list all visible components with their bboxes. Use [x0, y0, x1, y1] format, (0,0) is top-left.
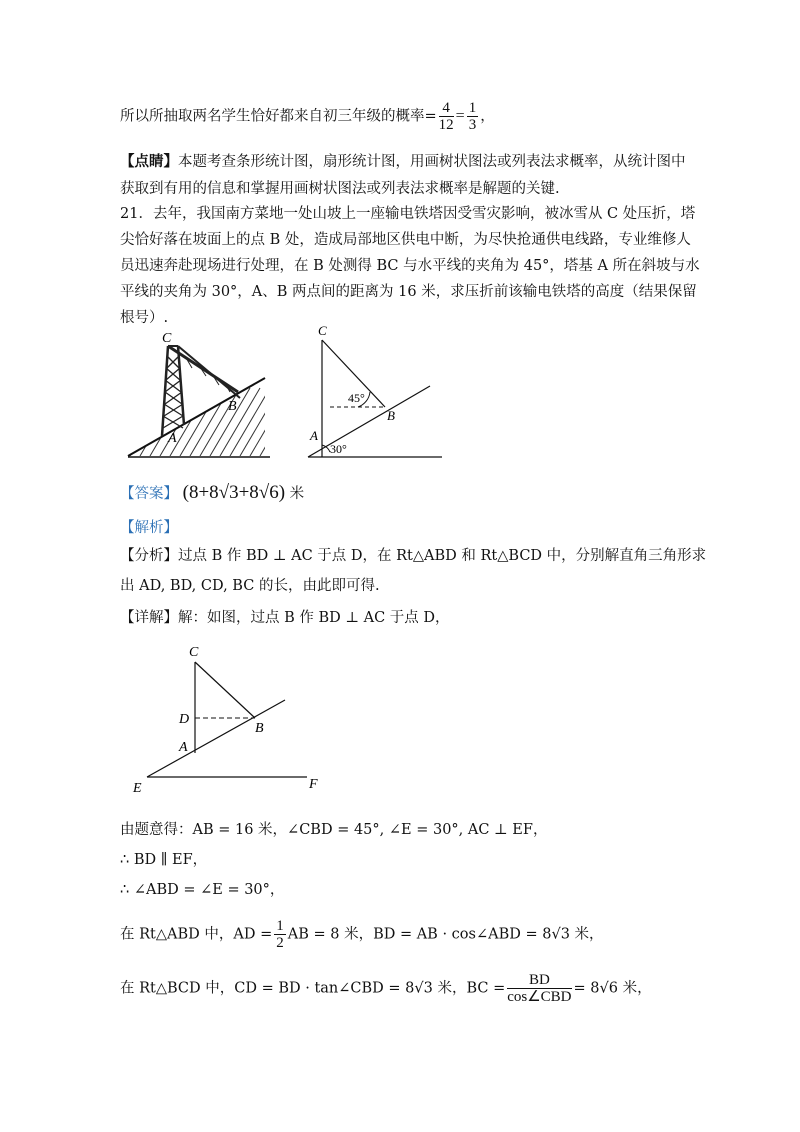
dianjing-tag: 【点睛】: [120, 153, 178, 170]
fig3-label-f: F: [309, 777, 318, 792]
answer-unit: 米: [289, 486, 305, 502]
fraction-4-12: $\frac{4}{12}$: [438, 100, 454, 133]
q21-line4: 平线的夹角为 30°，A、B 两点间的距离为 16 米，求压折前该输电铁塔的高度（结果保留: [120, 284, 697, 300]
dianjing-line1: 【点睛】本题考查条形统计图，扇形统计图，用画树状图法或列表法求概率，从统计图中: [120, 153, 686, 170]
prev-prob-text: 所以所抽取两名学生恰好都来自初三年级的概率=: [120, 108, 437, 125]
q21-line2: 尖恰好落在坡面上的点 B 处，造成局部地区供电中断，为尽快抢通供电线路，专业维修人: [120, 232, 691, 248]
fig2-label-c: C: [318, 323, 327, 338]
fig3-label-a: A: [179, 740, 188, 755]
prev-probability-line: 所以所抽取两名学生恰好都来自初三年级的概率= $\frac{4}{12}$ = $\frac{1}{3}$ ，: [120, 100, 495, 133]
fig2-angle-30: 30°: [330, 442, 347, 456]
fig3-label-d: D: [179, 712, 190, 727]
jiexi-tag: 【解析】: [120, 520, 178, 536]
fig1-label-a: A: [168, 431, 177, 446]
q21-line1: 21．去年，我国南方菜地一处山坡上一座输电铁塔因受雪灾影响，被冰雪从 C 处压折，塔: [120, 206, 696, 222]
xiangjie-tag: 【详解】: [120, 610, 178, 626]
step-4: 在 Rt△ABD 中，AD = $\frac{1}{2}$ AB = 8 米，BD = AB · cos∠ABD = 8√3 米，: [120, 918, 604, 951]
step-2: ∴ BD ∥ EF，: [120, 852, 208, 868]
answer-tag: 【答案】: [120, 486, 178, 502]
answer-expression: (8+8√3+8√6): [182, 482, 286, 503]
fig1-label-b: B: [228, 399, 237, 414]
q21-line5: 根号）.: [120, 310, 169, 326]
dianjing-line2: 获取到有用的信息和掌握用画树状图法或列表法求概率是解题的关键.: [120, 181, 560, 197]
fraction-1-3: $\frac{1}{3}$: [468, 100, 477, 133]
fig3-label-e: E: [133, 781, 142, 796]
q21-line3: 员迅速奔赴现场进行处理，在 B 处测得 BC 与水平线的夹角为 45°，塔基 A 所在斜坡与水: [120, 258, 700, 274]
fenxi-line2: 出 AD, BD, CD, BC 的长，由此即可得.: [120, 578, 380, 594]
fenxi-tag: 【分析】: [120, 548, 178, 564]
tower-figure: [120, 328, 280, 463]
fraction-1-2: $\frac{1}{2}$: [276, 918, 284, 951]
step-3: ∴ ∠ABD = ∠E = 30°，: [120, 882, 285, 898]
xiangjie-line: 【详解】解：如图，过点 B 作 BD ⊥ AC 于点 D，: [120, 610, 450, 626]
geometry-figure-2: [125, 640, 335, 800]
fig2-angle-45: 45°: [348, 391, 365, 405]
answer-line: [120, 482, 304, 504]
fig2-label-b: B: [387, 408, 395, 423]
geometry-figure-1: [300, 320, 450, 465]
fig3-label-b: B: [255, 721, 264, 736]
fraction-bd-cos: $\frac{BD}{\text{cos∠CBD}}$: [507, 972, 572, 1005]
fig3-label-c: C: [189, 645, 199, 660]
fig2-label-a: A: [310, 428, 318, 443]
fenxi-line1: 【分析】过点 B 作 BD ⊥ AC 于点 D，在 Rt△ABD 和 Rt△BCD 中，分别解直角三角形求: [120, 548, 707, 564]
fig1-label-c: C: [162, 331, 172, 346]
step-5: 在 Rt△BCD 中，CD = BD · tan∠CBD = 8√3 米，BC = $\frac{BD}{\text{cos∠CBD}}$ = 8√6 米，: [120, 972, 652, 1005]
step-1: 由题意得：AB = 16 米，∠CBD = 45°, ∠E = 30°, AC ⊥ EF，: [120, 822, 548, 838]
